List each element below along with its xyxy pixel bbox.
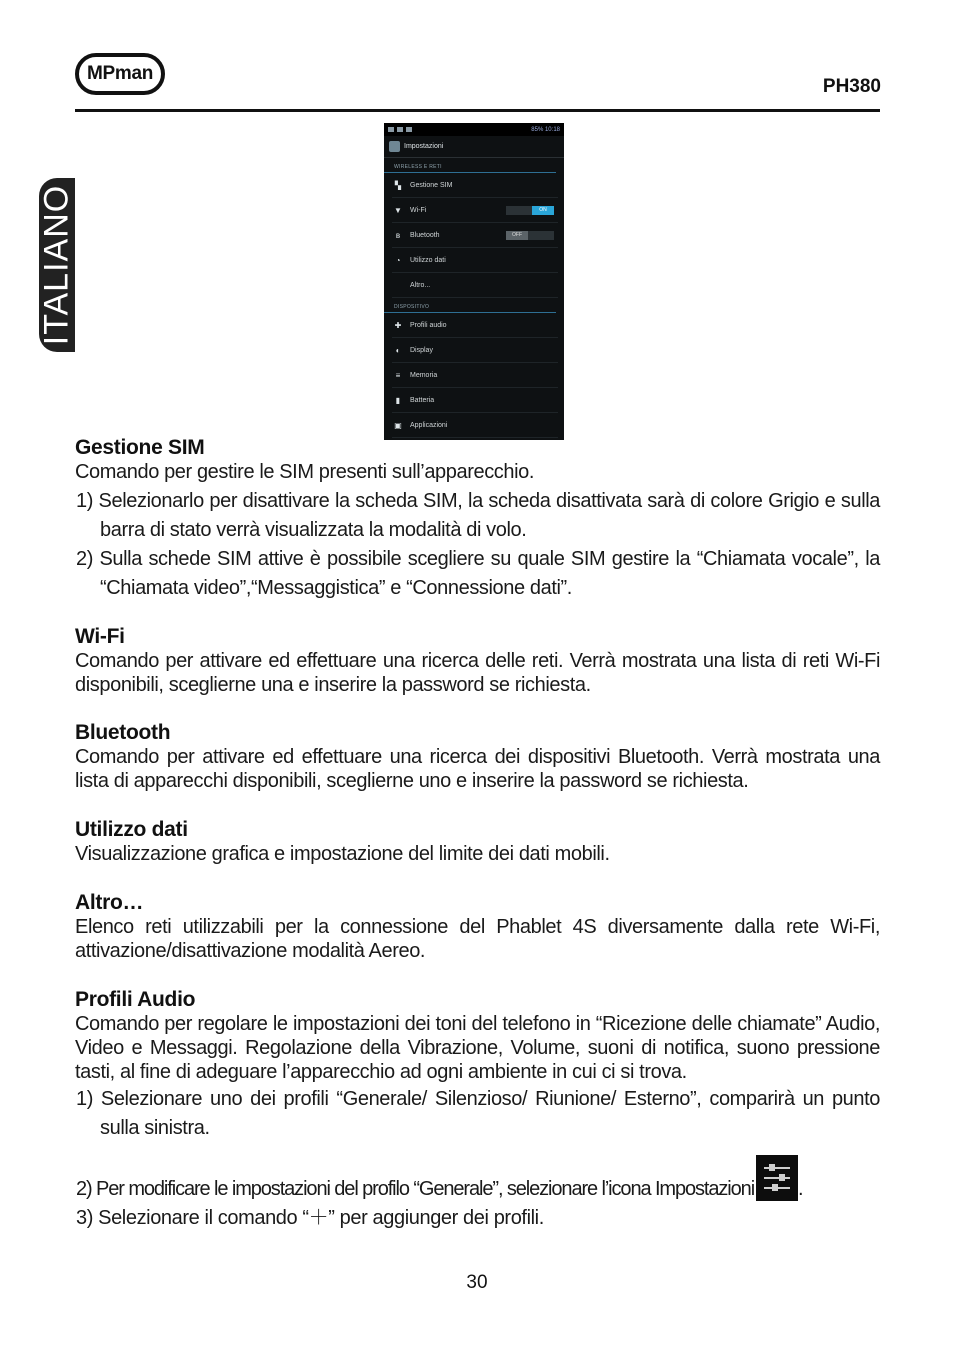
section-text: Comando per attivare ed effettuare una ricerca dei dispositivi Bluetooth. Verrà mostrata una lista di apparecchi disponibili, sceglierne uno e inserire la password se richiesta. <box>75 746 880 792</box>
settings-item-label: Profili audio <box>410 321 447 329</box>
audio-profile-icon: ✚ <box>394 320 402 330</box>
page-number: 30 <box>466 1272 488 1293</box>
bluetooth-icon: ʙ <box>395 230 401 240</box>
language-label: ITALIANO <box>37 184 76 346</box>
data-usage-icon: ◔ <box>395 255 401 265</box>
phone-settings-screenshot <box>384 123 564 440</box>
display-icon: ◐ <box>395 345 401 355</box>
settings-title: Impostazioni <box>404 143 444 150</box>
wifi-icon: ▼ <box>394 205 402 215</box>
section-text: Comando per regolare le impostazioni dei toni del telefono in “Ricezione delle chiamate” Audio, Video e Messaggi. Regolazione della Vibrazione, Volume, suoni di notifica, suono pressione tasti, al fine di adeguare l’apparecchio ad ogni ambiente in cui ci si trova. <box>75 1013 880 1083</box>
settings-item-label: Batteria <box>410 396 435 404</box>
settings-item-display[interactable] <box>392 338 558 363</box>
battery-icon: ▮ <box>395 395 401 405</box>
section-text: Comando per attivare ed effettuare una ricerca delle reti. Verrà mostrata una lista di reti Wi-Fi disponibili, sceglierne una e inserire la password se richiesta. <box>75 650 880 696</box>
category-wireless: WIRELESS E RETI <box>384 158 556 173</box>
mpman-logo: MPman <box>75 53 165 95</box>
settings-item-label: Bluetooth <box>410 231 440 239</box>
section-wifi <box>75 625 880 697</box>
section-other <box>75 891 880 963</box>
category-device: DISPOSITIVO <box>384 298 556 313</box>
settings-item-label: Utilizzo dati <box>410 256 446 264</box>
bluetooth-toggle[interactable] <box>506 231 554 240</box>
section-title: Profili Audio <box>75 988 196 1011</box>
settings-icon <box>389 141 400 152</box>
list-item: 3) Selezionare il comando “＋” per aggiunger dei profili. <box>76 1207 544 1229</box>
settings-item-battery[interactable] <box>392 388 558 413</box>
list-item: 1) Selezionarlo per disattivare la scheda SIM, la scheda disattivata sarà di colore Grigio e sulla barra di stato verrà visualizzata la modalità di volo. <box>76 490 880 541</box>
settings-item-apps[interactable] <box>392 413 558 438</box>
settings-sliders-icon <box>756 1155 798 1201</box>
list-item-text: 2) Per modificare le impostazioni del profilo “Generale”, selezionare l’icona Impostazioni <box>76 1178 755 1200</box>
settings-action-bar <box>384 136 564 158</box>
settings-item-wifi[interactable] <box>392 198 558 223</box>
section-title: Bluetooth <box>75 721 171 744</box>
status-text: 85% 10:18 <box>531 126 560 133</box>
settings-item-label: Display <box>410 346 433 354</box>
section-title: Altro… <box>75 891 144 914</box>
section-sim <box>75 436 880 603</box>
settings-item-label: Wi-Fi <box>410 206 427 214</box>
settings-item-sim[interactable] <box>392 173 558 198</box>
settings-item-more[interactable] <box>392 273 558 298</box>
settings-item-bluetooth[interactable] <box>392 223 558 248</box>
section-text: Comando per gestire le SIM presenti sull’apparecchio. <box>75 461 535 483</box>
settings-item-label: Altro... <box>410 281 431 289</box>
memory-icon: ≡ <box>395 370 401 380</box>
wifi-toggle[interactable] <box>506 206 554 215</box>
settings-item-label: Applicazioni <box>410 421 448 429</box>
section-title: Wi-Fi <box>75 625 125 648</box>
status-bar <box>384 123 564 136</box>
settings-item-label: Gestione SIM <box>410 181 453 189</box>
list-item: 2) Sulla schede SIM attive è possibile scegliere su quale SIM gestire la “Chiamata vocale”, la “Chiamata video”,“Messaggistica” e “Connessione dati”. <box>76 548 880 599</box>
section-bluetooth <box>75 721 880 793</box>
section-data-usage <box>75 818 880 866</box>
settings-item-audio-profiles[interactable] <box>392 313 558 338</box>
list-item-end: . <box>798 1178 803 1200</box>
model-number: PH380 <box>822 76 881 97</box>
list-item: 1) Selezionare uno dei profili “Generale/ Silenzioso/ Riunione/ Esterno”, comparirà un punto sulla sinistra. <box>76 1088 880 1139</box>
toggle-state: OFF <box>506 231 528 240</box>
list-item <box>75 1155 880 1204</box>
section-text: Elenco reti utilizzabili per la connessione del Phablet 4S diversamente dalla rete Wi-Fi, attivazione/disattivazione modalità Aereo. <box>75 916 880 962</box>
settings-item-data-usage[interactable] <box>392 248 558 273</box>
language-tab <box>39 178 75 352</box>
section-audio-profiles <box>75 988 880 1233</box>
header-divider <box>75 109 880 112</box>
section-title: Gestione SIM <box>75 436 205 459</box>
section-title: Utilizzo dati <box>75 818 188 841</box>
settings-item-label: Memoria <box>410 371 438 379</box>
apps-icon: ▣ <box>394 420 402 430</box>
toggle-state: ON <box>532 206 554 215</box>
settings-item-memory[interactable] <box>392 363 558 388</box>
section-text: Visualizzazione grafica e impostazione del limite dei dati mobili. <box>75 843 610 865</box>
sim-icon: ▚ <box>394 180 402 190</box>
